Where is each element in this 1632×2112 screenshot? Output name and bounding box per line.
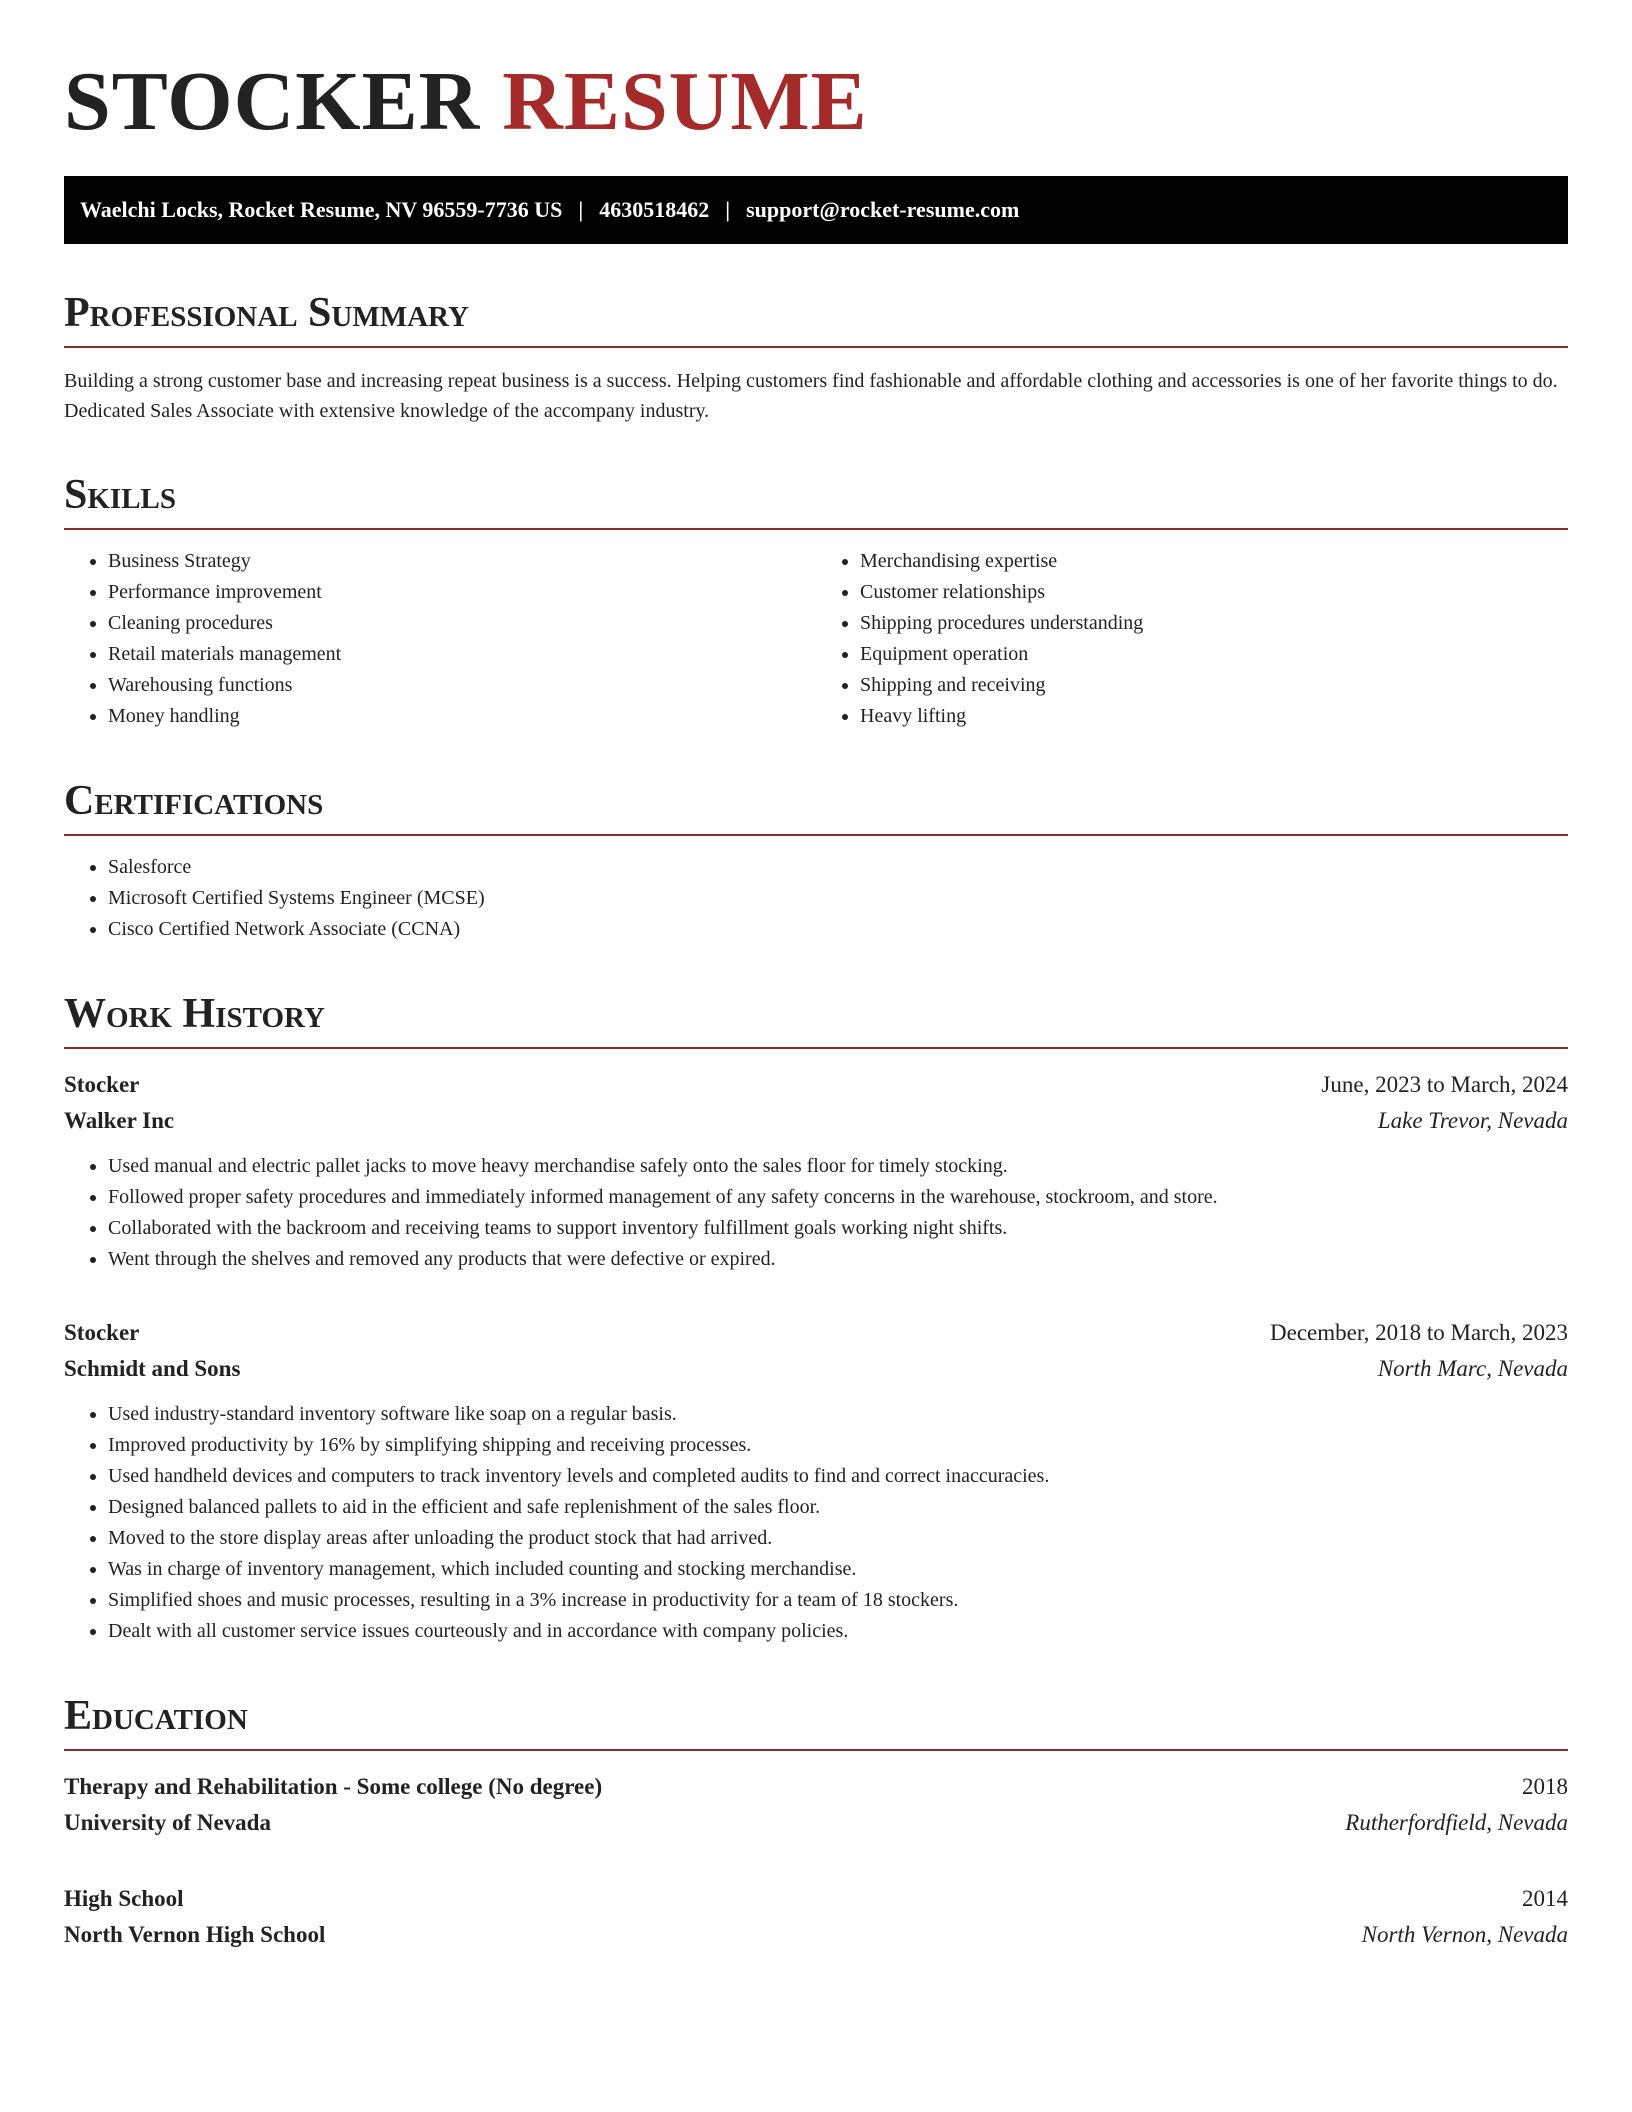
certification-item: • Salesforce [108,852,1568,883]
job-dates: December, 2018 to March, 2023 [1270,1320,1568,1345]
education-year: 2018 [1522,1774,1568,1799]
education-section [64,1691,1568,1953]
job-bullet: • Dealt with all customer service issues courteously and in accordance with company policies. [108,1616,1568,1647]
skills-section [64,470,1568,732]
contact-phone: 4630518462 [599,197,710,222]
skill-item: • Warehousing functions [108,670,816,701]
skill-item: • Shipping procedures understanding [860,608,1568,639]
job-bullet: • Followed proper safety procedures and immediately informed management of any safety concerns in the warehouse, stockroom, and store. [108,1182,1568,1213]
skill-item: • Heavy lifting [860,701,1568,732]
job-header-row [64,1315,1568,1351]
summary-heading: Professional Summary [64,288,1568,348]
job-bullet: • Was in charge of inventory management, which included counting and stocking merchandise. [108,1554,1568,1585]
job-entry [64,1315,1568,1647]
job-dates: June, 2023 to March, 2024 [1321,1072,1568,1097]
job-bullet: • Simplified shoes and music processes, resulting in a 3% increase in productivity for a team of 18 stockers. [108,1585,1568,1616]
job-bullet: • Used manual and electric pallet jacks to move heavy merchandise safely onto the sales floor for timely stocking. [108,1151,1568,1182]
job-bullets [64,1399,1568,1647]
education-header-row [64,1881,1568,1917]
job-bullets [64,1151,1568,1275]
skills-grid [64,546,1568,732]
job-company-row [64,1351,1568,1387]
education-degree: High School [64,1886,184,1911]
summary-section [64,288,1568,426]
education-location: Rutherfordfield, Nevada [1345,1810,1568,1835]
skill-item: • Money handling [108,701,816,732]
job-company-row [64,1103,1568,1139]
certifications-section [64,776,1568,945]
skill-item: • Merchandising expertise [860,546,1568,577]
job-bullet: • Used industry-standard inventory software like soap on a regular basis. [108,1399,1568,1430]
contact-address: Waelchi Locks, Rocket Resume, NV 96559-7736 US [80,197,563,222]
job-bullet: • Improved productivity by 16% by simplifying shipping and receiving processes. [108,1430,1568,1461]
job-bullet: • Moved to the store display areas after unloading the product stock that had arrived. [108,1523,1568,1554]
job-entry [64,1067,1568,1275]
job-bullet: • Collaborated with the backroom and receiving teams to support inventory fulfillment goals working night shifts. [108,1213,1568,1244]
summary-text: Building a strong customer base and increasing repeat business is a success. Helping customers find fashionable and affordable clothing and accessories is one of her favorite things to do. Dedicated Sales Associate with extensive knowledge of the accompany industry. [64,370,1558,422]
skills-list-right [816,546,1568,732]
skill-item: • Business Strategy [108,546,816,577]
job-title: Stocker [64,1320,140,1345]
title-second-word: RESUME [502,55,868,148]
education-year: 2014 [1522,1886,1568,1911]
work-history-heading: Work History [64,989,1568,1049]
education-school: North Vernon High School [64,1922,326,1947]
job-bullet: • Went through the shelves and removed any products that were defective or expired. [108,1244,1568,1275]
title-first-word: STOCKER [64,55,481,148]
work-history-section [64,989,1568,1647]
job-location: North Marc, Nevada [1377,1356,1568,1381]
job-bullet: • Used handheld devices and computers to track inventory levels and completed audits to find and correct inaccuracies. [108,1461,1568,1492]
education-degree: Therapy and Rehabilitation - Some college (No degree) [64,1774,603,1799]
contact-separator: | [725,197,731,222]
skills-heading: Skills [64,470,1568,530]
skill-item: • Retail materials management [108,639,816,670]
contact-separator: | [578,197,584,222]
skill-item: • Cleaning procedures [108,608,816,639]
certifications-list [64,852,1568,945]
skill-item: • Equipment operation [860,639,1568,670]
contact-bar [64,176,1568,244]
job-company: Walker Inc [64,1108,175,1133]
education-school: University of Nevada [64,1810,271,1835]
skills-list-left [64,546,816,732]
education-entry [64,1769,1568,1841]
contact-email: support@rocket-resume.com [746,197,1020,222]
education-header-row [64,1769,1568,1805]
skill-item: • Customer relationships [860,577,1568,608]
education-school-row [64,1805,1568,1841]
education-location: North Vernon, Nevada [1361,1922,1568,1947]
certifications-heading: Certifications [64,776,1568,836]
job-header-row [64,1067,1568,1103]
job-title: Stocker [64,1072,140,1097]
certification-item: • Cisco Certified Network Associate (CCNA) [108,914,1568,945]
skill-item: • Performance improvement [108,577,816,608]
education-entry [64,1881,1568,1953]
education-heading: Education [64,1691,1568,1751]
job-bullet: • Designed balanced pallets to aid in the efficient and safe replenishment of the sales floor. [108,1492,1568,1523]
resume-title [64,52,1568,152]
certification-item: • Microsoft Certified Systems Engineer (MCSE) [108,883,1568,914]
job-location: Lake Trevor, Nevada [1377,1108,1568,1133]
job-company: Schmidt and Sons [64,1356,241,1381]
education-school-row [64,1917,1568,1953]
skill-item: • Shipping and receiving [860,670,1568,701]
